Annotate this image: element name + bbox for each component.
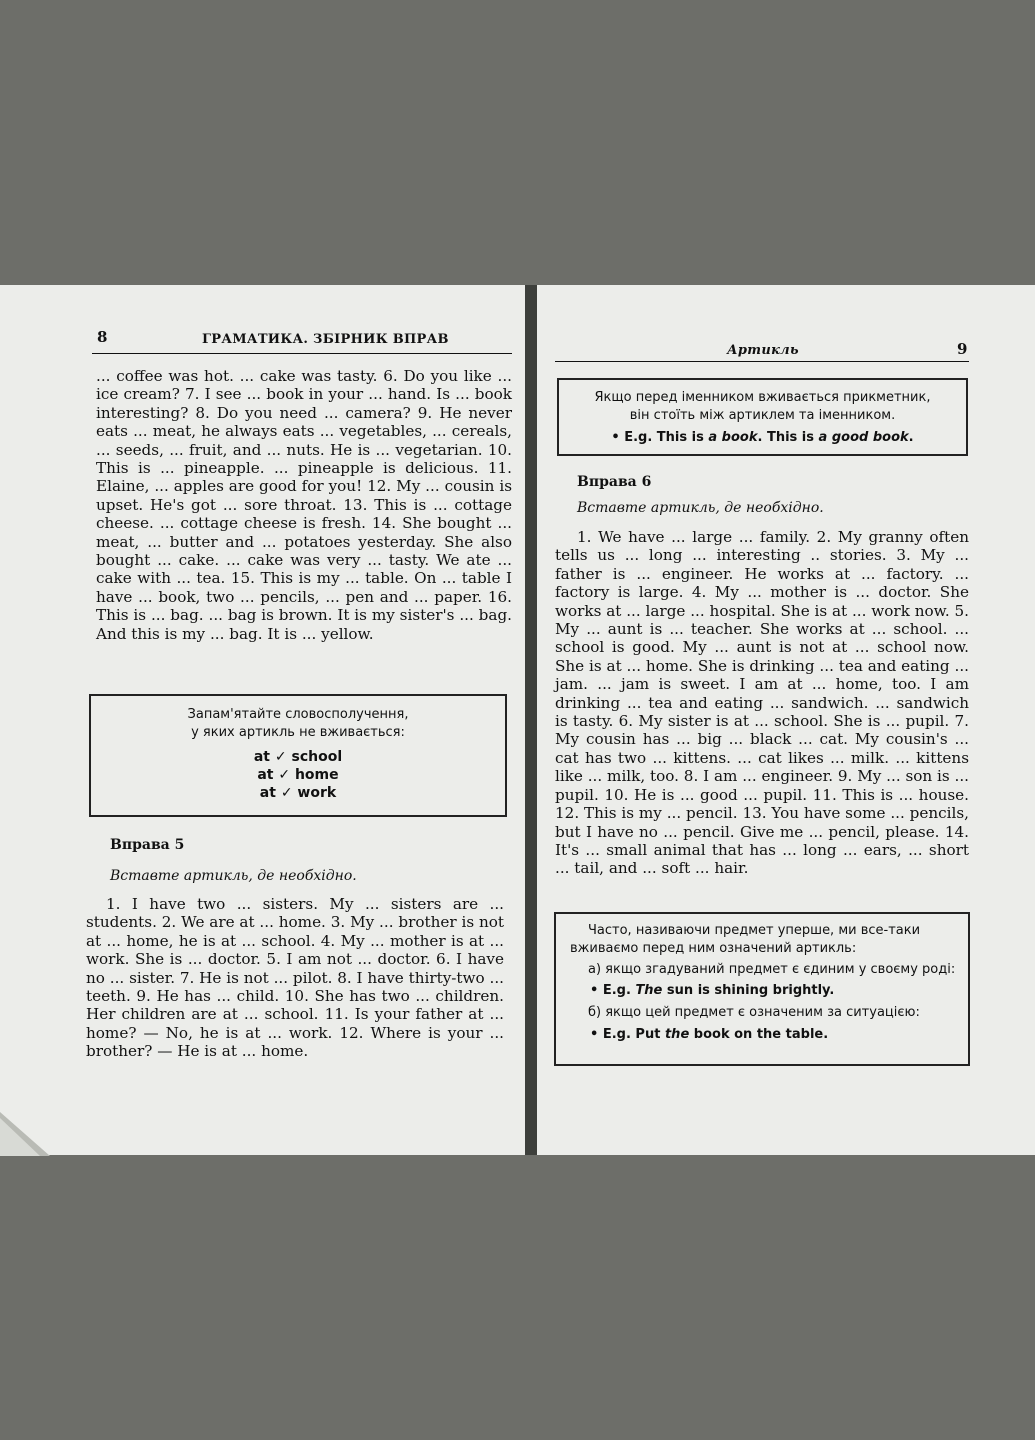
page-number-left: 8: [97, 328, 108, 346]
box-intro: Часто, називаючи предмет уперше, ми все-таки вживаємо перед ним означений артикль:: [570, 923, 921, 956]
exercise-5-text: 1. I have two ... sisters. My ... sisters are ... students. 2. We are at ... home. 3. My ... brother is not at ... home, he is at ... school. 4. My ... mother is at ... work. She is ... doctor. 5. I am not ... doctor. 6. I have no ... sister. 7. He is not ... pilot. 8. I have thirty-two ... teeth. 9. He has ... child. 10. She has two ... children. Her children are at ... school. 11. Is your father at ... home? — No, he is at ... work. 12. Where is your ... brother? — He is at ... home.: [86, 895, 504, 1061]
bullet-icon: •: [590, 1027, 599, 1042]
exercise-6-text: 1. We have ... large ... family. 2. My granny often tells us ... long ... interesting .. stories. 3. My ... father is ... engineer. He works at ... factory. ... factory is large. 4. My ... mother is ... doctor. She works at ... large ... hospital. She is at ... work now. 5. My ... aunt is ... teacher. She works at ... school. ... school is good. My ... aunt is not at ... school now. She is at ... home. She is drinking ... tea and eating ... jam. ... jam is sweet. I am at ... home, too. I am drinking ... tea and eating ... sandwich. ... sandwich is tasty. 6. My sister is at ... school. She is ... pupil. 7. My cousin has ... big ... black ... cat. My cousin's ... cat has two ... kittens. ... cat likes ... milk. ... kittens like ... milk, too. 8. I am ... engineer. 9. My ... son is ... pupil. 10. He is ... good ... pupil. 11. This is ... house. 12. This is my ... pencil. 13. You have some ... pencils, but I have no ... pencil. Give me ... pencil, please. 14. It's ... small animal that has ... long ... ears, ... short ... tail, and ... soft ... hair.: [555, 528, 969, 878]
rule-example: • E.g. This is a book. This is a good book.: [611, 430, 914, 445]
page-corner-fold: [0, 1112, 50, 1156]
exercise-4-continuation: ... coffee was hot. ... cake was tasty. 6. Do you like ... ice cream? 7. I see ... book in your ... hand. Is ... book interesting? 8. Do you need ... camera? 9. He never eats ... meat, he always eats ... vegetables, ... cereals, ... seeds, ... fruit, and ... nuts. He is ... vegetarian. 10. This is ... pineapple. ... pineapple is delicious. 11. Elaine, ... apples are good for you! 12. My ... cousin is upset. He's got ... sore throat. 13. This is ... cottage cheese. ... cottage cheese is fresh. 14. She bought ... meat, ... butter and ... potatoes yesterday. She also bought ... cake. ... cake was very ... tasty. We ate ... cake with ... tea. 15. This is my ... table. On ... table I have ... book, two ... pencils, ... pen and ... paper. 16. This is ... bag. ... bag is brown. It is my sister's ... bag. And this is my ... bag. It is ... yellow.: [96, 367, 512, 643]
note-line-2: у яких артикль не вживається:: [191, 725, 405, 740]
book-spread: [0, 285, 1035, 1155]
box-point-a: а) якщо згадуваний предмет є єдиним у своєму роді:: [588, 962, 956, 977]
page-number-right: 9: [957, 340, 968, 358]
checkmark-icon: ✓: [278, 767, 291, 783]
note-box-no-article: [89, 694, 507, 817]
rule-line-1: Якщо перед іменником вживається прикметник,: [594, 390, 931, 405]
exercise-6-instruction: Вставте артикль, де необхідно.: [577, 500, 824, 516]
running-head-left: ГРАМАТИКА. ЗБІРНИК ВПРАВ: [202, 332, 449, 347]
exercise-5-title: Вправа 5: [110, 837, 185, 853]
right-page: [537, 285, 1035, 1155]
checkmark-icon: ✓: [280, 785, 293, 801]
adjective-rule-box: [557, 378, 968, 456]
definite-article-box: [554, 912, 970, 1066]
box-example-b: • E.g. Put the book on the table.: [590, 1027, 829, 1042]
rule-line-2: він стоїть між артиклем та іменником.: [629, 408, 896, 423]
note-item: at ✓ school: [253, 749, 343, 765]
note-items: [91, 748, 505, 802]
header-rule-right: [555, 361, 969, 362]
box-point-b: б) якщо цей предмет є означеним за ситуацією:: [588, 1005, 920, 1020]
exercise-6-title: Вправа 6: [577, 474, 652, 490]
bullet-icon: •: [590, 983, 599, 998]
checkmark-icon: ✓: [274, 749, 287, 765]
note-item: at ✓ home: [257, 767, 339, 783]
box-example-a: • E.g. The sun is shining brightly.: [590, 983, 835, 998]
note-line-1: Запам'ятайте словосполучення,: [187, 707, 409, 722]
note-item: at ✓ work: [259, 785, 337, 801]
left-page: [0, 285, 525, 1155]
book-gutter: [525, 285, 537, 1155]
header-rule-left: [92, 353, 512, 354]
bullet-icon: •: [611, 430, 620, 445]
exercise-5-instruction: Вставте артикль, де необхідно.: [110, 868, 357, 884]
running-head-right: Артикль: [727, 343, 799, 358]
